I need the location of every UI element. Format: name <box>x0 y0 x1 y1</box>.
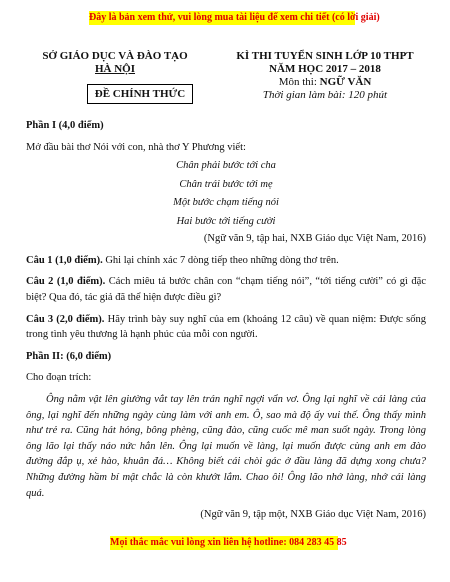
prose-excerpt: Ông nằm vật lên giường vắt tay lên trán nghĩ ngợi vẩn vơ. Ông lại nghĩ về cái làng của ông, lại nghĩ đến những ngày cùng làm với anh em. Ô, sao mà độ ấy vui thế. Ông thấy mình như trẻ ra. Cũng hát hỏng, bông phèng, cũng đào, cũng cuốc mê man suốt ngày. Trong lòng ông lão lại thấy náo nức hẳn lên. Ông lại muốn về làng, lại muốn được cùng anh em đào đường đắp ụ, xẻ hào, khuân đá… Không biết cái chòi gác ở đầu làng đã dựng xong chưa? Những đường hầm bí mật chắc là còn khướt lắm. Chao ôi! Ông lão nhớ làng, nhớ cái làng quá. <box>26 393 426 499</box>
department-city: HÀ NỘI <box>94 63 136 75</box>
school-year: NĂM HỌC 2017 – 2018 <box>269 63 381 75</box>
question-1-label: Câu 1 (1,0 điểm). <box>26 254 103 266</box>
question-3-text: Hãy trình bày suy nghĩ của em (khoảng 12 câu) về quan niệm: Được sống trong tình yêu thương là hạnh phúc của mỗi con người. <box>26 313 426 341</box>
department-name: SỞ GIÁO DỤC VÀ ĐÀO TẠO <box>42 50 188 62</box>
time-limit: Thời gian làm bài: 120 phút <box>262 89 388 101</box>
question-2-text: Cách miêu tả bước chân con “chạm tiếng nói”, “tới tiếng cười” có gì đặc biệt? Qua đó, tác giả đã thể hiện được điều gì? <box>26 276 426 303</box>
poem-line: Chân phải bước tới cha <box>176 160 276 172</box>
part2-intro: Cho đoạn trích: <box>26 372 92 384</box>
official-exam-stamp: ĐỀ CHÍNH THỨC <box>87 84 193 104</box>
question-3-label: Câu 3 (2,0 điểm). <box>26 313 105 325</box>
question-3 <box>26 312 426 343</box>
part2-heading: Phần II: (6,0 điểm) <box>26 350 112 362</box>
department-block <box>40 50 190 76</box>
question-1-text: Ghi lại chính xác 7 dòng tiếp theo những dòng thơ trên. <box>102 254 339 266</box>
subject-name: NGỮ VĂN <box>319 76 372 88</box>
poem-line: Một bước chạm tiếng nói <box>173 197 279 209</box>
part1-intro: Mở đầu bài thơ Nói với con, nhà thơ Y Phương viết: <box>26 141 246 153</box>
poem-line: Chân trái bước tới mẹ <box>179 178 273 190</box>
question-2-label: Câu 2 (1,0 điểm). <box>26 276 106 288</box>
poem-source: (Ngữ văn 9, tập hai, NXB Giáo dục Việt Nam, 2016) <box>203 233 426 245</box>
excerpt-source: (Ngữ văn 9, tập một, NXB Giáo dục Việt Nam, 2016) <box>200 509 426 521</box>
subject-line <box>220 76 430 89</box>
subject-label: Môn thi: <box>278 76 320 88</box>
question-2 <box>26 274 426 305</box>
part1-heading: Phần I (4,0 điểm) <box>26 120 104 131</box>
exam-title: KÌ THI TUYỂN SINH LỚP 10 THPT <box>236 50 414 62</box>
question-1 <box>26 253 426 269</box>
exam-info-block <box>220 50 430 102</box>
hotline-banner: Mọi thắc mắc vui lòng xin liên hệ hotline: 084 283 45 85 <box>110 537 347 548</box>
preview-banner: Đây là bản xem thử, vui lòng mua tài liệu để xem chi tiết (có lời giải) <box>89 12 380 23</box>
poem-excerpt <box>26 157 426 231</box>
exam-body <box>26 118 426 523</box>
poem-line: Hai bước tới tiếng cười <box>176 215 276 227</box>
